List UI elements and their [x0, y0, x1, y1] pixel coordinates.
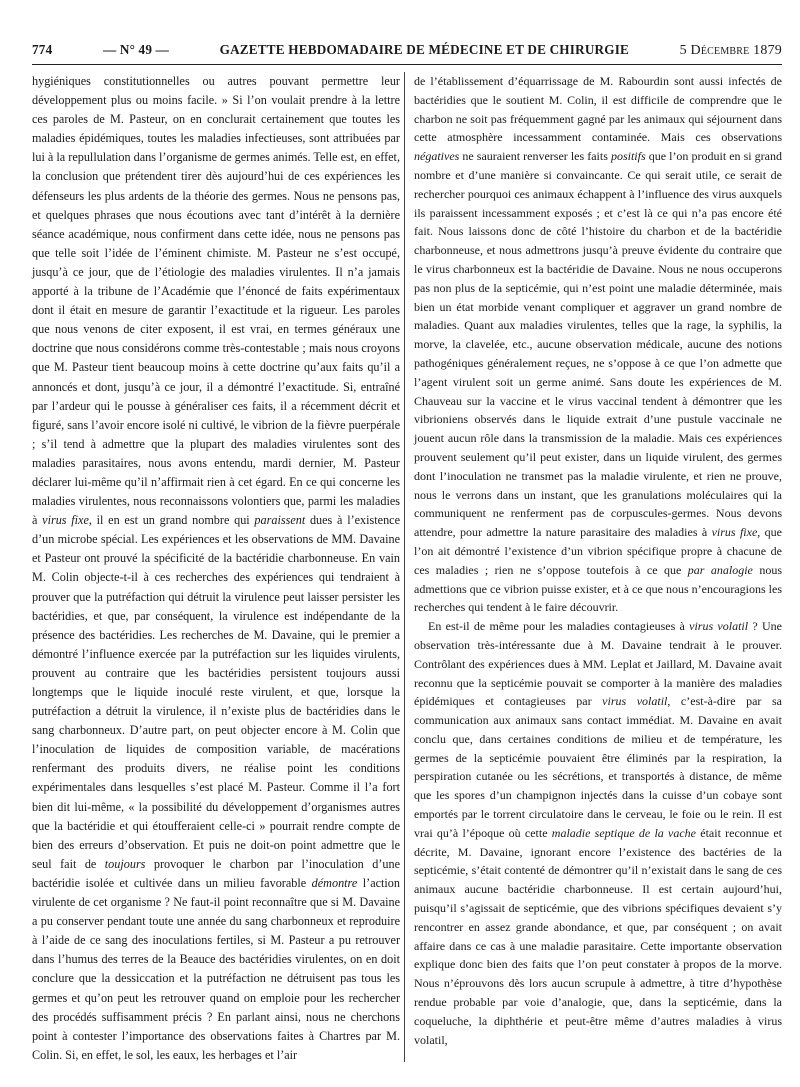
- paragraph: de l’établissement d’équarrissage de M. Rabourdin sont aussi infectés de bactéridies que le soutient M. Colin, il est difficile de comprendre que le charbon ne soit pas fréquemment gagné par les animaux qui séjournent dans cette atmosphère incessamment contaminée. Mais ces observations négatives ne sauraient renverser les faits positifs que l’on produit en si grand nombre et d’une manière si convaincante. Ce qui serait utile, ce serait de rechercher pourquoi ces animaux échappent à l’influence des virus auxquels ils paraissent incessamment exposés ; et c’est là ce qui n’a pas encore été fait. Nous laissons donc de côté l’histoire du charbon et de la bactéridie charbonneuse, et nous admettrons jusqu’à preuve évidente du contraire que le virus charbonneux est la bactéridie de Davaine. Nous ne nous occuperons pas non plus de la septicémie, qui n’est point une maladie déterminée, mais bien un état morbide venant compliquer et aggraver un grand nombre de maladies. Quant aux maladies virulentes, telles que la rage, la syphilis, la morve, la clavelée, etc., aucune observation médicale, aucune des notions pathogéniques généralement reçues, ne s’oppose à ce que l’on admette que l’agent virulent soit un germe animé. Sans doute les expériences de M. Chauveau sur la vaccine et le virus vaccinal tendent à démontrer que les vibrioniens observés dans le liquide extrait d’une pustule vaccinale ne jouent aucun rôle dans la transmission de la maladie. Mais ces expériences prouvent seulement qu’il peut exister, dans un liquide virulent, des germes dont l’inoculation ne transmet pas la maladie virulente, et rien ne prouve, nous le verrons dans un instant, que les granulations moléculaires qui la communiquent ne renferment pas de corpuscules-germes. Nous devons attendre, pour admettre la nature parasitaire des maladies à virus fixe, que l’on ait démontré l’existence d’un vibrion spécifique propre à chacune de ces maladies ; rien ne s’oppose toutefois à ce que par analogie nous admettions que ce vibrion puisse exister, et à ce que nous n’encouragions les recherches qui tendent à le faire découvrir.: [414, 74, 783, 615]
- issue-number: — N° 49 —: [102, 42, 170, 57]
- right-column: [414, 72, 782, 1049]
- header-rule: [32, 64, 782, 65]
- left-column: [32, 72, 400, 1065]
- page-number: 774: [32, 42, 53, 57]
- paragraph: hygiéniques constitutionnelles ou autres pouvant permettre leur développement plus ou moins facile. » Si l’on voulait prendre à la lettre ces paroles de M. Pasteur, on en conclurait certainement que toutes les maladies épidémiques, toutes les maladies infectieuses, sont attribuées par lui à la repullulation dans l’organisme de germes animés. Telle est, en effet, la conclusion que prétendent tirer dès aujourd’hui de ces expériences les défenseurs les plus ardents de la théorie des germes. Nous ne pensons pas, et quelques phrases que nous écoutions avec tant d’intérêt à la dernière séance académique, nous confirment dans cette idée, nous ne pensons pas que telle soit l’idée de l’éminent chimiste. M. Pasteur ne s’est occupé, jusqu’à ce jour, que de l’étiologie des maladies virulentes. Il n’a jamais apporté à la tribune de l’Académie que l’énoncé de faits expérimentaux dont il était en mesure de garantir l’exactitude et la rigueur. Les paroles que nous venons de citer exposent, il est vrai, en termes généraux une doctrine que nous considérons comme très-contestable ; mais nous croyons que M. Pasteur tient beaucoup moins à cette doctrine qu’aux faits qu’il a annoncés et dont, jusqu’à ce jour, il a démontré l’exactitude. Si, entraîné par l’ardeur qui le pousse à généraliser ces faits, il a récemment décrit et figuré, sans l’avoir encore isolé ni cultivé, le vibrion de la fièvre puerpérale ; s’il tend à admettre que la plupart des maladies virulentes sont des maladies parasitaires, nous avons entendu, mardi dernier, M. Pasteur déclarer lui-même qu’il n’affirmait rien à cet égard. En ce qui concerne les maladies virulentes, nous reconnaissons volontiers que, parmi les maladies à virus fixe, il en est un grand nombre qui paraissent dues à l’existence d’un microbe spécial. Les expériences et les observations de MM. Davaine et Pasteur ont prouvé la spécificité de la bactéridie charbonneuse. En vain M. Colin objecte-t-il à ces recherches des expériences qui tendraient à prouver que la putréfaction qui détruit la virulence peut laisser persister les bactéridies, et que, par conséquent, la virulence est indépendante de la présence des bactéridies. Les recherches de M. Davaine, qui le premier a démontré l’influence exercée par la putréfaction sur les liquides virulents, prouvent au contraire que les bactéridies persistent toujours aussi longtemps que le liquide inoculé reste virulent, et que, lorsque la putréfaction a détruit la virulence, il n’existe plus de bactéridies dans le sang charbonneux. D’autre part, on peut objecter encore à M. Colin que l’inoculation de liquides de composition variable, de macérations renfermant des produits divers, ne réalise point les conditions expérimentales dans lesquelles s’est placé M. Pasteur. Comme il l’a fort bien dit lui-même, « la possibilité du développement d’organismes autres que la bactéridie et qui étoufferaient celle-ci » pourrait rendre compte de bien des erreurs d’observation. Et puis ne doit-on point admettre que le seul fait de toujours provoquer le charbon par l’inoculation d’une bactéridie isolée et cultivée dans un milieu favorable démontre l’action virulente de cet organisme ? Ne faut-il point reconnaître que si M. Davaine a pu conserver pendant toute une année du sang charbonneux et reproduire à l’aide de ce sang des inoculations fertiles, si M. Pasteur a pu retrouver dans l’humus des terres de la Beauce des bactéridies virulentes, on en doit conclure que la dessiccation et la putréfaction ne détruisent pas tous les germes et qu’on peut les retrouver quand on emploie pour les rechercher des procédés suffisamment précis ? En parlant ainsi, nous ne cherchons point à contester l’importance des observations faites à Chartres par M. Colin. Si, en effet, le sol, les eaux, les herbages et l’air: [32, 74, 400, 1062]
- column-divider: [404, 72, 405, 1062]
- running-header: [32, 42, 782, 59]
- journal-title: GAZETTE HEBDOMADAIRE DE MÉDECINE ET DE CHIRURGIE: [219, 42, 630, 57]
- paragraph: En est-il de même pour les maladies contagieuses à virus volatil ? Une observation très-intéressante due à M. Davaine tendrait à le prouver. Contrôlant des expériences dues à MM. Leplat et Jaillard, M. Davaine avait reconnu que la septicémie pouvait se comporter à la manière des maladies épidémiques et contagieuses par virus volatil, c’est-à-dire par sa communication aux animaux sans contact immédiat. M. Davaine en avait conclu que, dans certaines conditions de milieu et de température, les germes de la septicémie pouvaient être éliminés par la respiration, la perspiration cutanée ou les sécrétions, et transportés à distance, de même que les spores d’un champignon injectés dans la cuisse d’un cobaye sont emportés par le torrent circulatoire dans le cerveau, le foie ou le rein. Il est vrai qu’à l’époque où cette maladie septique de la vache était reconnue et décrite, M. Davaine, ignorant encore l’existence des bactéries de la septicémie, s’était contenté de démontrer qu’il n’existait dans le sang de ces animaux aucune bactéridie charbonneuse. Il est certain aujourd’hui, puisqu’il s’agissait de septicémie, que des vibrions spécifiques devaient s’y rencontrer en assez grande abondance, et que, par conséquent ; on avait affaire dans ce cas à une maladie parasitaire. Cette importante observation explique donc bien des faits que l’on peut constater à propos de la morve. Nous n’éprouvons dès lors aucun scrupule à admettre, à titre d’hypothèse rendue probable par voie d’analogie, que, dans la septicémie, dans la coqueluche, la diphthérie et peut-être même d’autres maladies à virus volatil,: [414, 619, 783, 1047]
- issue-date: 5 Décembre 1879: [679, 43, 782, 58]
